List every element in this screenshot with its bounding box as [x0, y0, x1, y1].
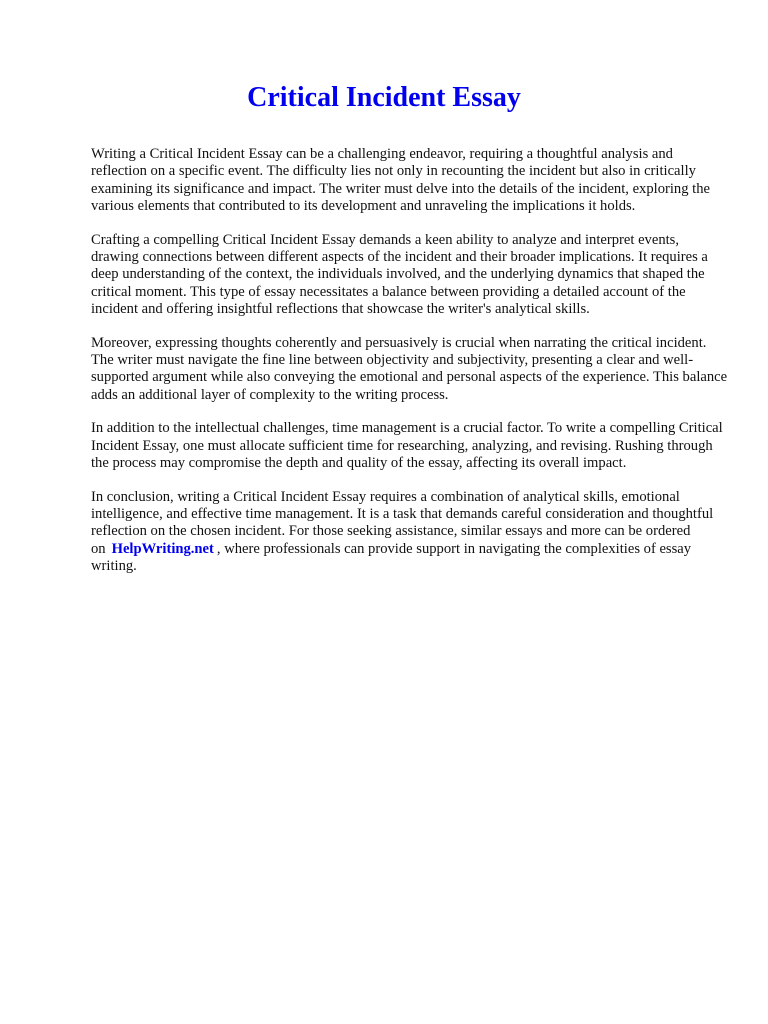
- paragraph-3: Moreover, expressing thoughts coherently and persuasively is crucial when narrating the critical incident. The writer must navigate the fine line between objectivity and subjectivity, presenting a clear and well-supported argument while also conveying the emotional and personal aspects of the experience. This balance adds an additional layer of complexity to the writing process.: [91, 334, 728, 403]
- paragraph-2: Crafting a compelling Critical Incident Essay demands a keen ability to analyze and interpret events, drawing connections between different aspects of the incident and their broader implications. It requires a deep understanding of the context, the individuals involved, and the underlying dynamics that shaped the critical moment. This type of essay necessitates a balance between providing a detailed account of the incident and offering insightful reflections that showcase the writer's analytical skills.: [91, 231, 708, 318]
- conclusion-text-after-link: , where professionals can provide support in navigating the complexities of essay writing.: [91, 540, 692, 575]
- paragraph-1: Writing a Critical Incident Essay can be a challenging endeavor, requiring a thoughtful analysis and reflection on a specific event. The difficulty lies not only in recounting the incident but also in critically examining its significance and impact. The writer must delve into the details of the incident, exploring the various elements that contributed to its development and unraveling the implications it holds.: [91, 146, 710, 215]
- paragraph-4: In addition to the intellectual challenges, time management is a crucial factor. To write a compelling Critical Incident Essay, one must allocate sufficient time for researching, analyzing, and revising. Rushing through the process may compromise the depth and quality of the essay, affecting its overall impact.: [91, 420, 723, 472]
- page-title: Critical Incident Essay: [247, 82, 521, 113]
- paragraph-conclusion: [91, 489, 729, 576]
- helpwriting-link[interactable]: HelpWriting.net: [111, 540, 214, 557]
- essay-body: [91, 146, 729, 592]
- conclusion-text-before-link: In conclusion, writing a Critical Incident Essay requires a combination of analytical skills, emotional intelligence, and effective time management. It is a task that demands careful consideration and thoughtful reflection on the chosen incident. For those seeking assistance, similar essays and more can be ordered on: [91, 488, 714, 557]
